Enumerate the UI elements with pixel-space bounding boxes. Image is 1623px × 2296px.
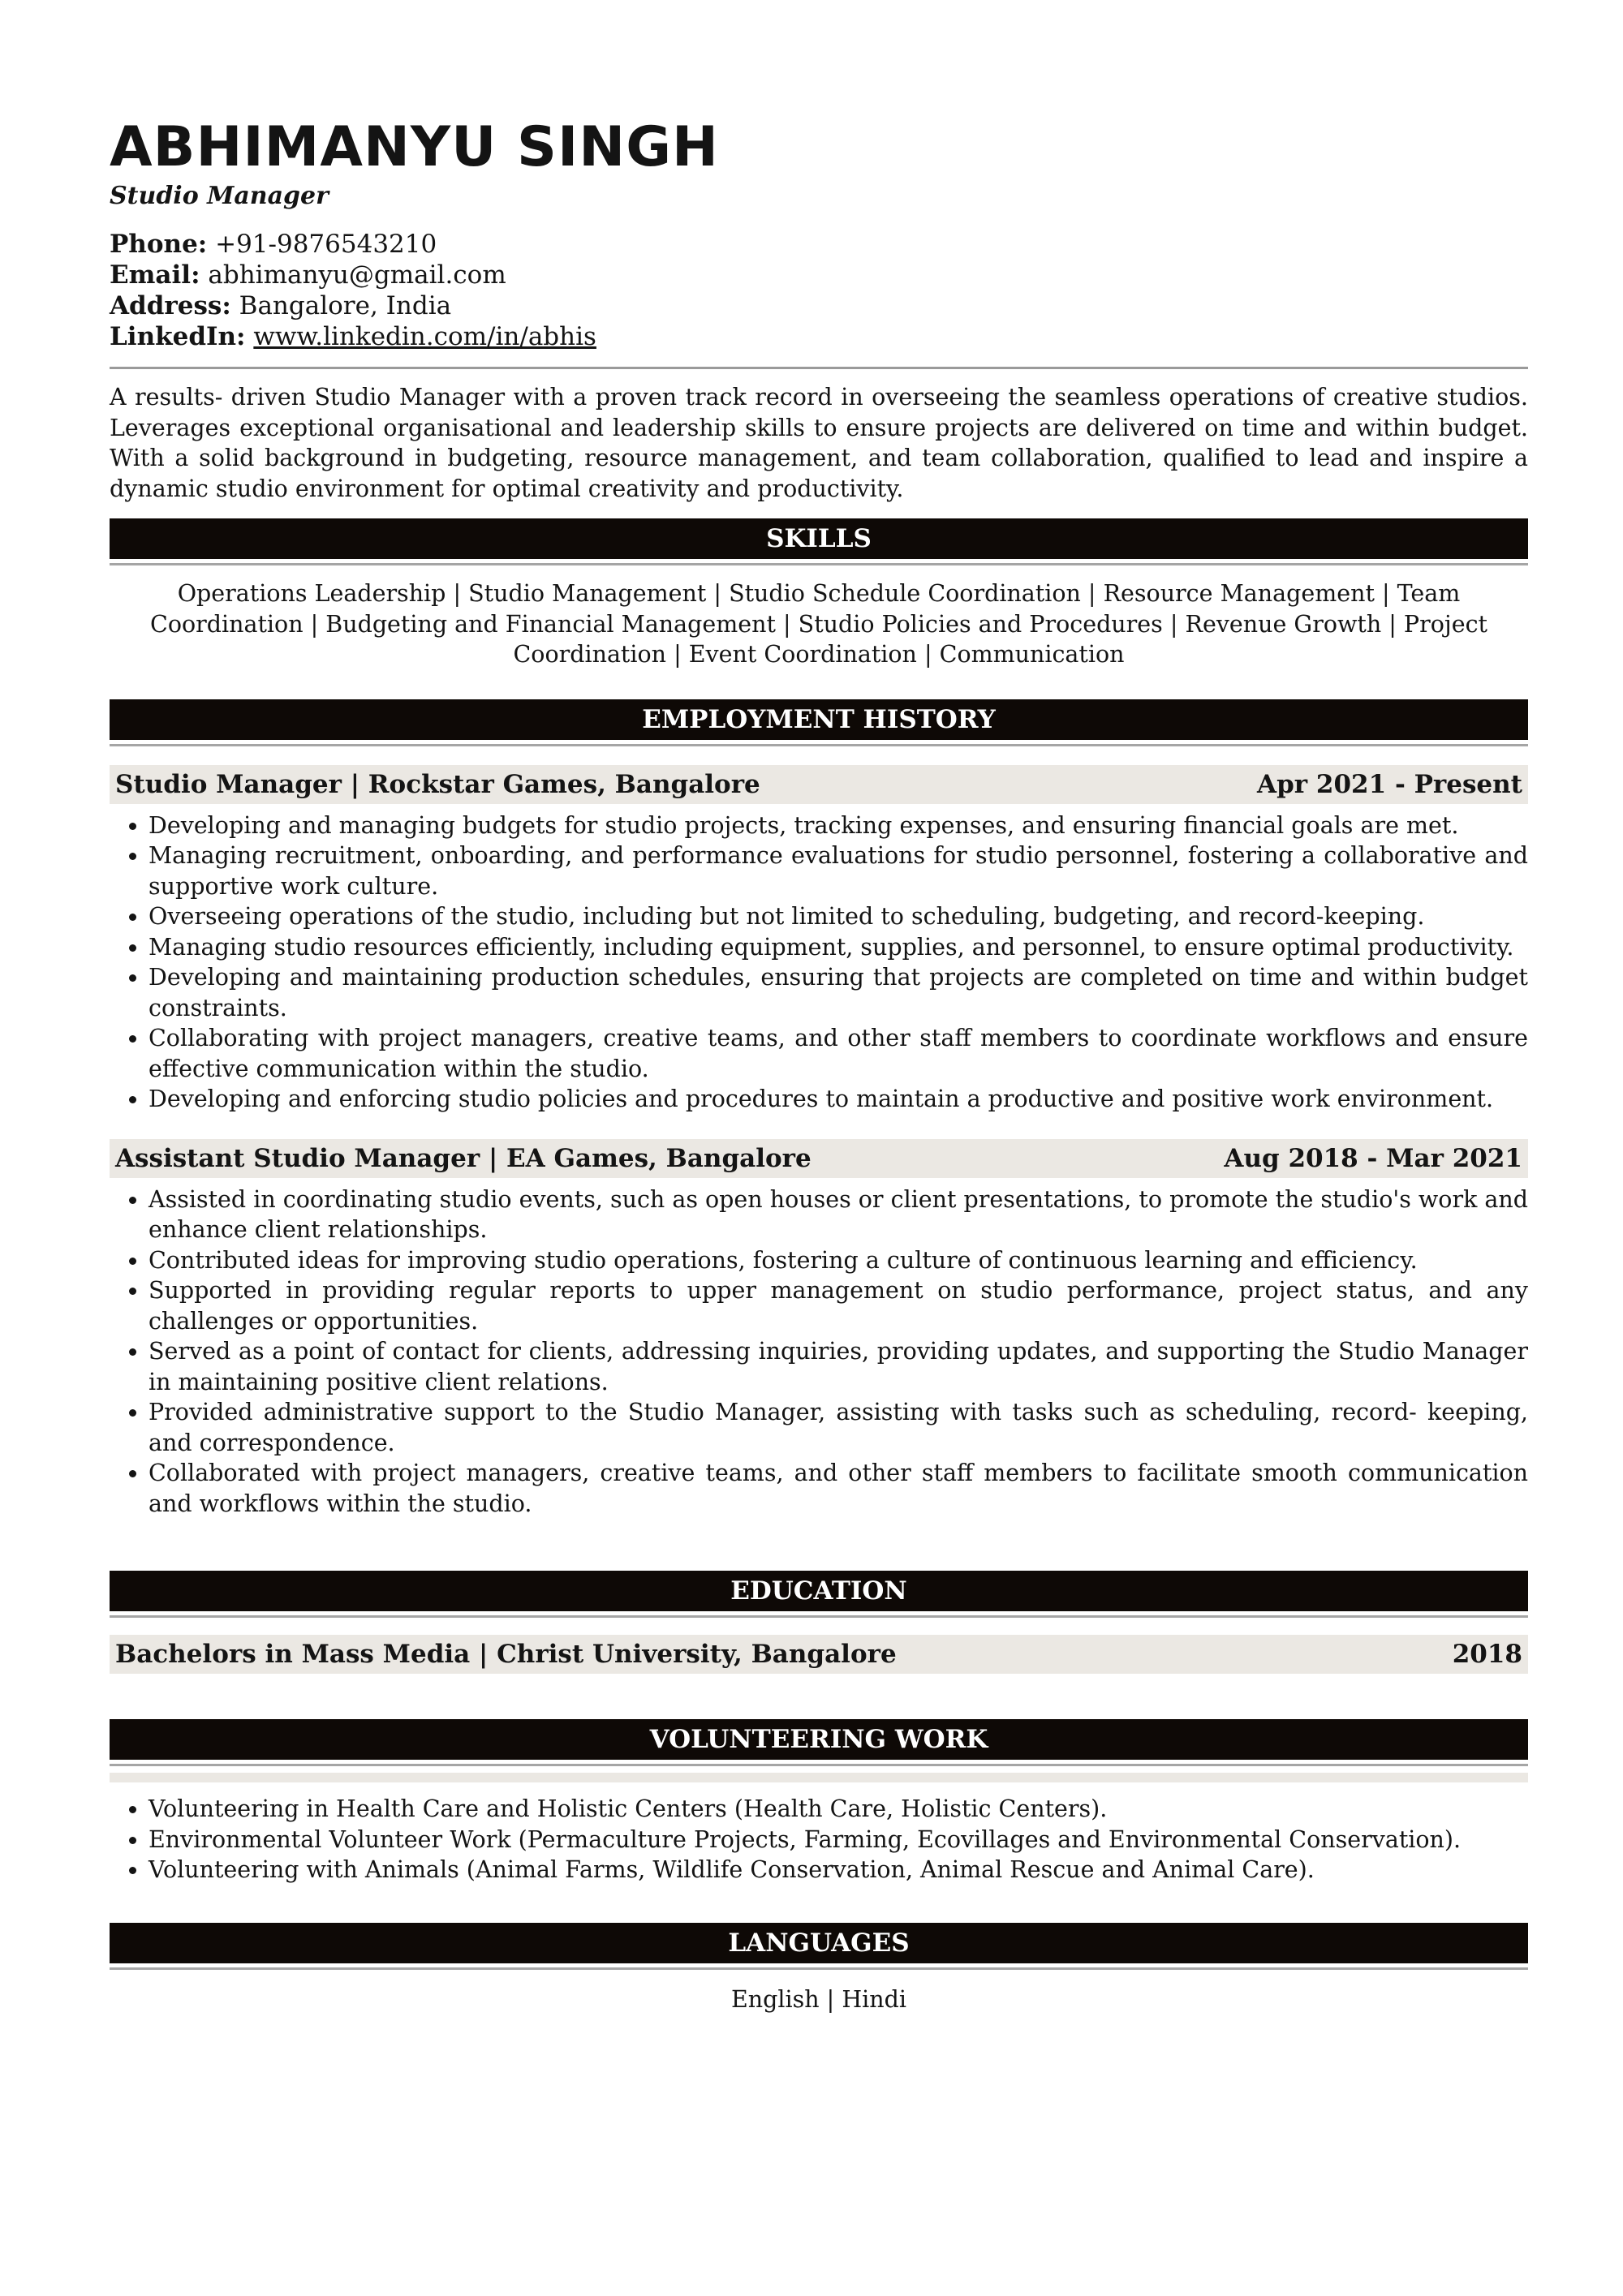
phone-label: Phone: [110,230,208,259]
education-section [110,1571,1528,1674]
list-item: • Collaborated with project managers, creative teams, and other staff members to facilitate smooth communication and workflows within the studio. [149,1458,1528,1519]
graduation-year: 2018 [1452,1640,1522,1669]
employment-divider [110,744,1528,746]
skills-section [110,518,1528,670]
employment-section [110,699,1528,1520]
education-divider [110,1615,1528,1618]
header-divider [110,367,1528,369]
contact-address [110,290,1528,321]
email-label: Email: [110,260,200,290]
degree-school: Bachelors in Mass Media | Christ University, Bangalore [115,1640,897,1669]
candidate-title: Studio Manager [110,182,329,210]
education-heading: EDUCATION [110,1571,1528,1611]
job-bullets [110,1185,1528,1520]
education-entry [110,1635,1528,1674]
list-item: • Supported in providing regular reports to upper management on studio performance, project status, and any challenges or opportunities. [149,1275,1528,1336]
list-item: • Volunteering in Health Care and Holistic Centers (Health Care, Holistic Centers). [149,1794,1528,1825]
list-item: • Assisted in coordinating studio events, such as open houses or client presentations, to promote the studio's work and enhance client relationships. [149,1185,1528,1245]
languages-list: English | Hindi [730,1985,907,2013]
volunteering-bullets [110,1794,1528,1885]
list-item: • Provided administrative support to the Studio Manager, assisting with tasks such as scheduling, record- keeping, and correspondence. [149,1397,1528,1458]
contact-phone [110,229,1528,260]
skills-heading: SKILLS [110,518,1528,559]
volunteering-divider [110,1764,1528,1766]
email-value: abhimanyu@gmail.com [208,260,506,290]
skills-divider [110,563,1528,565]
volunteering-section [110,1719,1528,1885]
volunteering-entry-bar [110,1773,1528,1782]
list-item: • Developing and managing budgets for studio projects, tracking expenses, and ensuring financial goals are met. [149,810,1528,841]
languages-section [110,1923,1528,2015]
contact-linkedin [110,321,1528,352]
list-item: • Collaborating with project managers, creative teams, and other staff members to coordinate workflows and ensure effective communication within the studio. [149,1023,1528,1084]
phone-value: +91-9876543210 [215,230,437,259]
job-header [110,1139,1528,1178]
profile-summary: A results- driven Studio Manager with a proven track record in overseeing the seamless operations of creative studios. Leverages exceptional organisational and leadership skills to ensure projects are delivered on time and within budget. With a solid background in budgeting, resource management, and team collaboration, qualified to lead and inspire a dynamic studio environment for optimal creativity and productivity. [110,384,1528,502]
list-item: • Served as a point of contact for clients, addressing inquiries, providing updates, and supporting the Studio Manager in maintaining positive client relations. [149,1336,1528,1397]
employment-heading: EMPLOYMENT HISTORY [110,699,1528,740]
job-bullets [110,810,1528,1115]
skills-list: Operations Leadership | Studio Management | Studio Schedule Coordination | Resource Management | Team Coordination | Budgeting and Financial Management | Studio Policies and Procedures | Revenue Growth | Project Coordination | Event Coordination | Communication [150,580,1487,668]
list-item: • Managing recruitment, onboarding, and performance evaluations for studio personnel, fostering a collaborative and supportive work culture. [149,841,1528,901]
contact-block [110,229,1528,352]
job-dates: Aug 2018 - Mar 2021 [1224,1143,1522,1173]
job-entry [110,1139,1528,1520]
list-item: • Managing studio resources efficiently, including equipment, supplies, and personnel, to ensure optimal productivity. [149,932,1528,963]
list-item: • Contributed ideas for improving studio operations, fostering a culture of continuous learning and efficiency. [149,1245,1528,1276]
job-title-company: Studio Manager | Rockstar Games, Bangalore [115,769,760,799]
job-dates: Apr 2021 - Present [1257,769,1522,799]
list-item: • Volunteering with Animals (Animal Farms, Wildlife Conservation, Animal Rescue and Animal Care). [149,1855,1528,1885]
languages-divider [110,1967,1528,1970]
address-value: Bangalore, India [239,291,452,320]
linkedin-link[interactable]: www.linkedin.com/in/abhis [253,322,596,351]
address-label: Address: [110,291,231,320]
list-item: • Developing and maintaining production schedules, ensuring that projects are completed on time and within budget constraints. [149,962,1528,1023]
languages-heading: LANGUAGES [110,1923,1528,1963]
linkedin-label: LinkedIn: [110,322,246,351]
list-item: • Environmental Volunteer Work (Permaculture Projects, Farming, Ecovillages and Environmental Conservation). [149,1825,1528,1855]
candidate-name: ABHIMANYU SINGH [110,115,719,179]
volunteering-heading: VOLUNTEERING WORK [110,1719,1528,1760]
list-item: • Developing and enforcing studio policies and procedures to maintain a productive and positive work environment. [149,1084,1528,1115]
job-title-company: Assistant Studio Manager | EA Games, Bangalore [115,1143,812,1173]
job-header [110,765,1528,804]
job-entry [110,765,1528,1115]
list-item: • Overseeing operations of the studio, including but not limited to scheduling, budgeting, and record-keeping. [149,901,1528,932]
contact-email [110,260,1528,290]
resume-page [110,114,1528,2038]
